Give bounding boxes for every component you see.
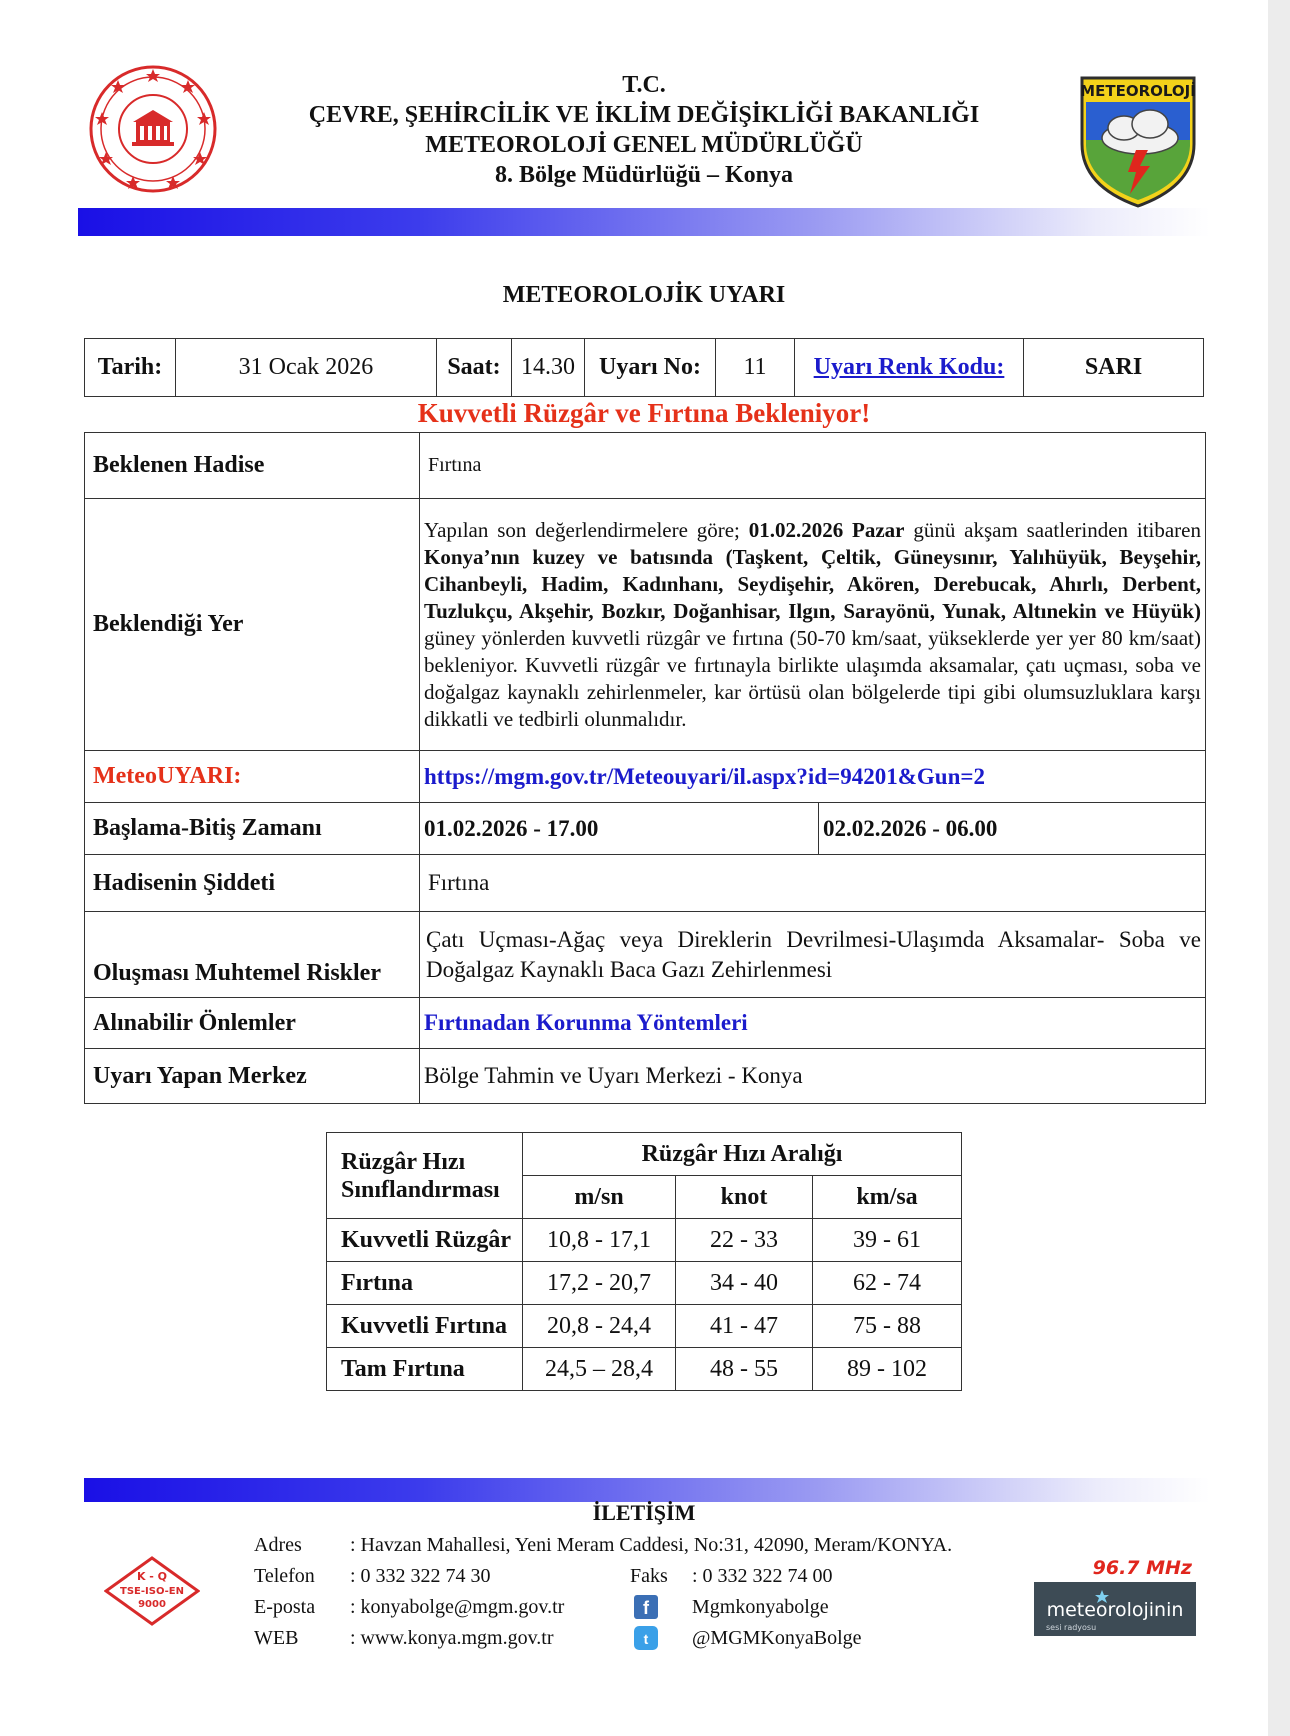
wind-knot: 22 - 33 [676,1219,813,1262]
contact-heading: İLETİŞİM [592,1500,696,1525]
wind-class-name: Kuvvetli Fırtına [327,1305,523,1348]
header-line-1: T.C. [622,72,666,98]
wind-ms: 10,8 - 17,1 [523,1219,676,1262]
riskler-label: Oluşması Muhtemel Riskler [85,912,420,998]
table-row [327,1305,962,1348]
radio-name: meteorolojinin [1046,1599,1184,1621]
page-edge [1268,0,1290,1736]
wind-range-header: Rüzgâr Hızı Aralığı [523,1133,962,1176]
warning-info-row [84,338,1204,397]
unit-knot: knot [676,1176,813,1219]
radio-frequency: 96.7 MHz [1092,1557,1192,1579]
onlem-link[interactable]: Fırtınadan Korunma Yöntemleri [424,1010,748,1035]
email-label: E-posta [254,1596,316,1618]
table-row [327,1219,962,1262]
twitter-account[interactable]: @MGMKonyaBolge [692,1627,862,1649]
yer-text-2: günü akşam saatlerinden itibaren [904,517,1201,542]
warning-number-value: 11 [716,339,795,397]
wind-class-name: Kuvvetli Rüzgâr [327,1219,523,1262]
tse-badge-line2: TSE-ISO-EN [120,1586,184,1597]
fax-label: Faks [630,1565,668,1587]
siddet-value: Fırtına [420,855,1206,912]
warning-number-label: Uyarı No: [585,339,716,397]
wind-ms: 24,5 – 28,4 [523,1348,676,1391]
wind-ms: 17,2 - 20,7 [523,1262,676,1305]
unit-kmh: km/sa [813,1176,962,1219]
onlem-label: Alınabilir Önlemler [85,998,420,1049]
table-row [327,1262,962,1305]
web-label: WEB [254,1627,299,1649]
unit-ms: m/sn [523,1176,676,1219]
wind-speed-table [326,1132,962,1391]
onlem-cell [420,998,1206,1049]
time-label: Saat: [437,339,512,397]
tse-badge-line3: 9000 [138,1599,166,1610]
wind-kmh: 89 - 102 [813,1348,962,1391]
wind-class-header-2: Sınıflandırması [341,1176,500,1203]
yer-text-3: güney yönlerden kuvvetli rüzgâr ve fırtına (50-70 km/saat, yükseklerde yer yer 80 km/saat) bekleniyor. Kuvvetli rüzgâr ve fırtınayla birlikte ulaşımda aksamalar, çatı uçması, soba ve doğalgaz kaynaklı zehirlenmeler, kar örtüsü olan bölgelerde tipi gibi olumsuzluklara karşı dikkatli ve tedbirli olunmalıdır. [424,625,1201,731]
phone-label: Telefon [254,1565,315,1587]
meteoroloji-logo-text: METEOROLOJİ [1080,82,1196,100]
ministry-seal-icon [88,64,218,194]
end-time: 02.02.2026 - 06.00 [819,803,1206,855]
facebook-icon[interactable]: f [634,1595,658,1619]
wind-knot: 48 - 55 [676,1348,813,1391]
wind-ms: 20,8 - 24,4 [523,1305,676,1348]
merkez-value: Bölge Tahmin ve Uyarı Merkezi - Konya [420,1049,1206,1104]
wind-class-header [327,1133,523,1219]
riskler-value: Çatı Uçması-Ağaç veya Direklerin Devrilmesi-Ulaşımda Aksamalar- Soba ve Doğalgaz Kaynaklı Baca Gazı Zehirlenmesi [420,912,1206,998]
yer-text-date: 01.02.2026 Pazar [748,517,905,542]
email-value[interactable]: : konyabolge@mgm.gov.tr [350,1596,565,1618]
header-block [260,70,1028,190]
date-value: 31 Ocak 2026 [176,339,437,397]
meteoroloji-logo-icon [1078,74,1198,208]
time-value: 14.30 [512,339,585,397]
color-code-value: SARI [1024,339,1204,397]
yer-value [420,499,1206,751]
fax-value: : 0 332 322 74 00 [692,1565,833,1587]
footer-gradient-bar [84,1478,1210,1502]
hadise-label: Beklenen Hadise [85,433,420,499]
warning-details-table [84,432,1206,1104]
radio-subtitle: sesi radyosu [1046,1623,1097,1632]
document-title: METEOROLOJİK UYARI [502,282,786,308]
wind-class-header-1: Rüzgâr Hızı [341,1148,466,1175]
yer-text-1: Yapılan son değerlendirmelere göre; [424,517,749,542]
web-value[interactable]: : www.konya.mgm.gov.tr [350,1627,554,1649]
facebook-account[interactable]: Mgmkonyabolge [692,1596,829,1618]
yer-text-places: Konya’nın kuzey ve batısında (Taşkent, Çeltik, Güneysınır, Yalıhüyük, Beyşehir, Cihanbeyli, Hadim, Kadınhanı, Seydişehir, Akören, Derebucak, Ahırlı, Derbent, Tuzlukçu, Akşehir, Bozkır, Doğanhisar, Ilgın, Sarayönü, Yunak, Altınekin ve Hüyük) [424,544,1201,623]
address-label: Adres [254,1534,302,1556]
meteouyari-cell [420,751,1206,803]
twitter-icon[interactable]: t [634,1626,658,1650]
header-line-3: METEOROLOJİ GENEL MÜDÜRLÜĞÜ [425,132,863,158]
color-code-link[interactable]: Uyarı Renk Kodu: [813,354,1005,380]
table-row [327,1348,962,1391]
wind-class-name: Fırtına [327,1262,523,1305]
date-label: Tarih: [85,339,176,397]
warning-subtitle: Kuvvetli Rüzgâr ve Fırtına Bekleniyor! [417,398,871,428]
wind-kmh: 39 - 61 [813,1219,962,1262]
siddet-label: Hadisenin Şiddeti [85,855,420,912]
wind-kmh: 75 - 88 [813,1305,962,1348]
hadise-value: Fırtına [420,433,1206,499]
meteouyari-link[interactable]: https://mgm.gov.tr/Meteouyari/il.aspx?id=94201&Gun=2 [424,763,985,789]
color-code-cell [795,339,1024,397]
header-gradient-bar [78,208,1210,236]
header-line-2: ÇEVRE, ŞEHİRCİLİK VE İKLİM DEĞİŞİKLİĞİ BAKANLIĞI [308,102,980,128]
wind-knot: 41 - 47 [676,1305,813,1348]
wind-knot: 34 - 40 [676,1262,813,1305]
yer-label: Beklendiği Yer [85,499,420,751]
start-time: 01.02.2026 - 17.00 [420,803,819,855]
radio-logo-icon [1034,1554,1198,1638]
wind-kmh: 62 - 74 [813,1262,962,1305]
address-value: : Havzan Mahallesi, Yeni Meram Caddesi, No:31, 42090, Meram/KONYA. [350,1534,953,1556]
tse-badge-line1: K - Q [136,1570,168,1583]
header-line-4: 8. Bölge Müdürlüğü – Konya [494,162,794,188]
phone-value: : 0 332 322 74 30 [350,1565,491,1587]
tse-iso-badge-icon [104,1556,200,1626]
merkez-label: Uyarı Yapan Merkez [85,1049,420,1104]
meteouyari-label: MeteoUYARI: [85,751,420,803]
wind-class-name: Tam Fırtına [327,1348,523,1391]
zaman-label: Başlama-Bitiş Zamanı [85,803,420,855]
